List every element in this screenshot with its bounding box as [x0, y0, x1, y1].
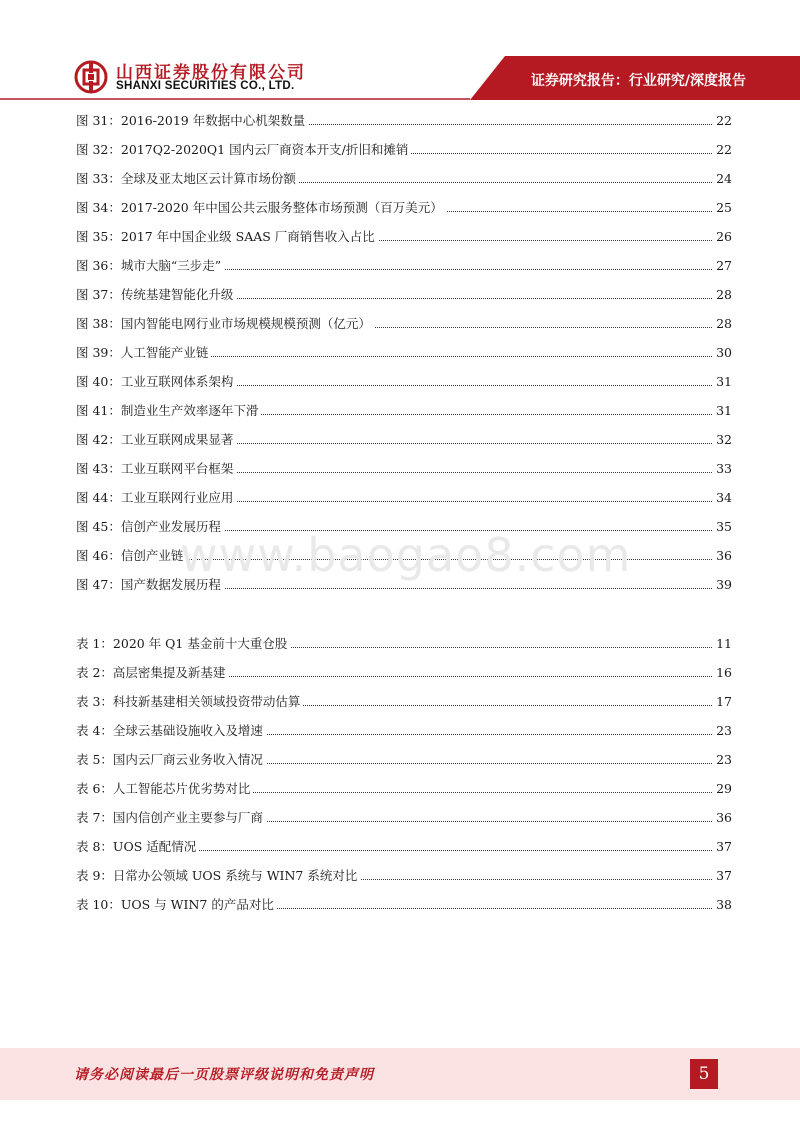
toc-entry-label: 图 31：2016-2019 年数据中心机架数量	[76, 106, 308, 135]
toc-entry-page: 28	[713, 280, 732, 309]
toc-entry-label: 表 8：UOS 适配情况	[76, 832, 199, 861]
toc-entry-page: 30	[713, 338, 732, 367]
toc-entry-label: 图 41：制造业生产效率逐年下滑	[76, 396, 261, 425]
figure-entry[interactable]	[76, 396, 732, 425]
toc-entry-page: 16	[713, 658, 732, 687]
figure-entry[interactable]	[76, 570, 732, 599]
figure-entry[interactable]	[76, 512, 732, 541]
figure-entry[interactable]	[76, 135, 732, 164]
toc-entry-label: 图 32：2017Q2-2020Q1 国内云厂商资本开支/折旧和摊销	[76, 135, 411, 164]
toc-entry-page: 36	[713, 803, 732, 832]
toc-entry-page: 23	[713, 716, 732, 745]
toc-entry-label: 表 2：高层密集提及新基建	[76, 658, 228, 687]
figure-entry[interactable]	[76, 251, 732, 280]
toc-entry-label: 表 9：日常办公领域 UOS 系统与 WIN7 系统对比	[76, 861, 360, 890]
toc-entry-page: 33	[713, 454, 732, 483]
toc-entry-page: 38	[713, 890, 732, 919]
table-entry[interactable]	[76, 716, 732, 745]
toc-entry-label: 图 37：传统基建智能化升级	[76, 280, 236, 309]
figure-entry[interactable]	[76, 193, 732, 222]
table-entry[interactable]	[76, 832, 732, 861]
table-entry[interactable]	[76, 687, 732, 716]
company-name-en: SHANXI SECURITIES CO., LTD.	[116, 80, 295, 92]
figure-entry[interactable]	[76, 367, 732, 396]
page-number: 5	[690, 1059, 718, 1089]
toc-entry-label: 表 6：人工智能芯片优劣势对比	[76, 774, 253, 803]
section-gap	[76, 599, 732, 629]
toc-entry-page: 34	[713, 483, 732, 512]
toc-entry-page: 24	[713, 164, 732, 193]
toc-entry-label: 表 10：UOS 与 WIN7 的产品对比	[76, 890, 277, 919]
toc-entry-label: 表 3：科技新基建相关领域投资带动估算	[76, 687, 303, 716]
figure-list	[76, 106, 732, 599]
toc-entry-page: 28	[713, 309, 732, 338]
toc-entry-page: 22	[713, 135, 732, 164]
figure-entry[interactable]	[76, 541, 732, 570]
toc-entry-label: 图 45：信创产业发展历程	[76, 512, 224, 541]
report-type: 证券研究报告：行业研究/深度报告	[530, 73, 746, 89]
figure-entry[interactable]	[76, 222, 732, 251]
toc-entry-page: 32	[713, 425, 732, 454]
toc-entry-label: 表 4：全球云基础设施收入及增速	[76, 716, 266, 745]
table-list	[76, 629, 732, 919]
toc-entry-label: 表 5：国内云厂商云业务收入情况	[76, 745, 266, 774]
watermark: www.baogao8.com	[180, 528, 632, 582]
toc-entry-label: 图 38：国内智能电网行业市场规模规模预测（亿元）	[76, 309, 374, 338]
toc-entry-label: 图 47：国产数据发展历程	[76, 570, 224, 599]
toc-entry-page: 37	[713, 832, 732, 861]
table-entry[interactable]	[76, 890, 732, 919]
table-entry[interactable]	[76, 774, 732, 803]
figure-entry[interactable]	[76, 280, 732, 309]
table-entry[interactable]	[76, 629, 732, 658]
toc-entry-page: 25	[713, 193, 732, 222]
toc-entry-page: 36	[713, 541, 732, 570]
toc-entry-label: 图 39：人工智能产业链	[76, 338, 211, 367]
toc-entry-label: 表 7：国内信创产业主要参与厂商	[76, 803, 266, 832]
toc-entry-page: 22	[713, 106, 732, 135]
toc-entry-page: 31	[713, 367, 732, 396]
figure-entry[interactable]	[76, 164, 732, 193]
toc-entry-page: 23	[713, 745, 732, 774]
toc-entry-label: 图 43：工业互联网平台框架	[76, 454, 236, 483]
toc-entry-page: 31	[713, 396, 732, 425]
figure-entry[interactable]	[76, 309, 732, 338]
figure-entry[interactable]	[76, 106, 732, 135]
toc-entry-label: 图 36：城市大脑“三步走”	[76, 251, 224, 280]
toc-entry-label: 图 35：2017 年中国企业级 SAAS 厂商销售收入占比	[76, 222, 378, 251]
toc-entry-label: 图 33：全球及亚太地区云计算市场份额	[76, 164, 299, 193]
toc-entry-label: 图 46：信创产业链	[76, 541, 186, 570]
toc-entry-page: 27	[713, 251, 732, 280]
disclaimer-text: 请务必阅读最后一页股票评级说明和免责声明	[74, 1067, 374, 1083]
table-entry[interactable]	[76, 658, 732, 687]
toc-entry-label: 图 34：2017-2020 年中国公共云服务整体市场预测（百万美元）	[76, 193, 446, 222]
toc-entry-page: 11	[713, 629, 732, 658]
toc-entry-page: 26	[713, 222, 732, 251]
toc-entry-page: 35	[713, 512, 732, 541]
figure-entry[interactable]	[76, 454, 732, 483]
toc-entry-page: 39	[713, 570, 732, 599]
toc-entry-label: 图 44：工业互联网行业应用	[76, 483, 236, 512]
figure-entry[interactable]	[76, 483, 732, 512]
toc-entry-label: 图 40：工业互联网体系架构	[76, 367, 236, 396]
table-of-contents	[76, 106, 732, 919]
toc-entry-page: 17	[713, 687, 732, 716]
table-entry[interactable]	[76, 861, 732, 890]
table-entry[interactable]	[76, 803, 732, 832]
toc-entry-label: 表 1：2020 年 Q1 基金前十大重仓股	[76, 629, 290, 658]
toc-entry-label: 图 42：工业互联网成果显著	[76, 425, 236, 454]
toc-entry-page: 37	[713, 861, 732, 890]
company-name-cn: 山西证券股份有限公司	[116, 63, 306, 83]
figure-entry[interactable]	[76, 425, 732, 454]
table-entry[interactable]	[76, 745, 732, 774]
toc-entry-page: 29	[713, 774, 732, 803]
figure-entry[interactable]	[76, 338, 732, 367]
page-header	[0, 0, 800, 100]
